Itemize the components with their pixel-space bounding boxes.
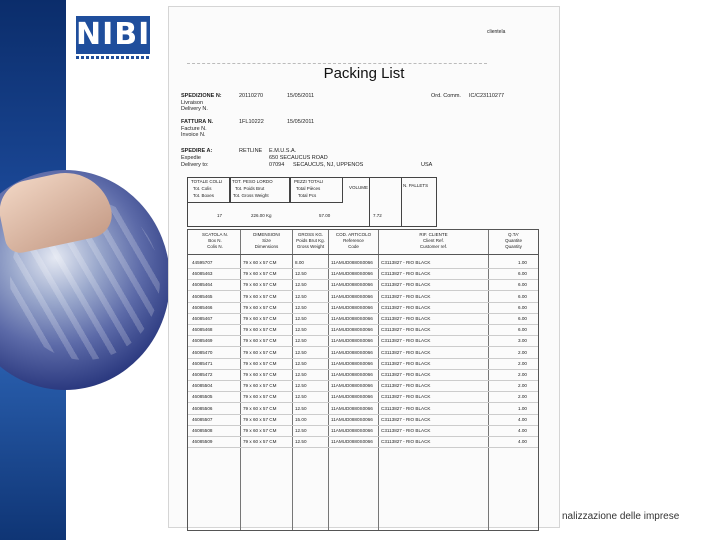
cell-box-number: 46085506 [192,405,213,411]
cell-box-number: 44595707 [192,260,213,265]
th-quantity [489,232,538,250]
cell-client-ref: C3113827 - RIO BLACK [381,383,431,389]
cell-quantity: 4.00 [518,439,527,445]
cell-size: 79 x 60 x 57 CM [243,394,277,400]
th-box-1: SCATOLA N. [201,232,229,237]
fattura-date: 15/05/2011 [287,119,315,125]
cell-box-number: 46085471 [192,360,213,366]
th-code-1: COD. ARTICOLO [335,232,372,237]
cell-weight: 12.50 [295,428,307,433]
cell-code: 11AMUD0880S0066 [331,416,373,422]
items-table [187,229,539,531]
volume-value: 7.72 [373,213,382,218]
cell-box-number: 46085465 [192,293,213,299]
cell-quantity: 6.00 [518,282,527,288]
cell-box-number: 46085464 [192,282,213,288]
lordo-h2: Tot. Poids Brut [235,186,265,191]
cell-weight: 12.50 [295,304,307,310]
cell-size: 79 x 60 x 57 CM [243,327,277,333]
spedire-label: SPEDIRE A: [181,148,213,154]
cell-client-ref: C3113827 - RIO BLACK [381,372,431,377]
cell-quantity: 6.00 [518,293,527,299]
expedie-label: Expedie [181,155,201,161]
colli-h2: Tot. Colis [193,186,212,191]
row-divider [188,414,538,415]
cell-quantity: 2.00 [518,394,527,400]
cell-box-number: 46085463 [192,271,213,277]
cell-client-ref: C3113827 - RIO BLACK [381,293,431,299]
cell-weight: 12.50 [295,405,307,411]
cell-client-ref: C3113827 - RIO BLACK [381,316,431,321]
cell-quantity: 6.00 [518,327,527,333]
cell-size: 79 x 60 x 57 CM [243,439,277,445]
th-client-2: Client Ref. [422,238,444,243]
cell-code: 11AMUD0880S0066 [331,304,373,310]
cell-box-number: 46085504 [192,383,213,389]
pezzi-value: 57.00 [319,213,331,218]
spedizione-date: 15/05/2011 [287,93,315,99]
th-qty-2: Quantite [504,238,522,243]
cell-client-ref: C3113827 - RIO BLACK [381,282,431,288]
cell-quantity: 2.00 [518,349,527,355]
cell-quantity: 2.00 [518,383,527,389]
row-divider [188,380,538,381]
row-divider [188,358,538,359]
cell-client-ref: C3113827 - RIO BLACK [381,428,431,433]
spedire-name: E.M.U.S.A. [269,148,297,154]
packing-list-document [168,6,560,528]
facture-label: Facture N. [181,126,207,132]
logo-subtitle-line [76,56,150,59]
cell-client-ref: C3113827 - RIO BLACK [381,260,431,265]
row-divider [188,447,538,448]
cell-size: 79 x 60 x 57 CM [243,383,277,389]
cell-weight: 8.00 [295,260,304,265]
cell-weight: 12.50 [295,349,307,355]
cell-box-number: 46085505 [192,394,213,400]
row-divider [188,436,538,437]
address: 650 SECAUCUS ROAD [269,155,328,161]
th-size-1: DIMENSIONI [253,232,280,237]
cell-quantity: 4.00 [518,416,527,422]
fattura-value: 1FL10222 [239,119,264,125]
cell-size: 79 x 60 x 57 CM [243,349,277,355]
cell-quantity: 1.00 [518,405,527,411]
cell-box-number: 46085469 [192,338,213,344]
cell-quantity: 6.00 [518,316,527,321]
ord-comm-value: IC/C23110277 [469,93,505,99]
cell-size: 79 x 60 x 57 CM [243,338,277,344]
th-weight-2: Poids Brut Kg. [296,238,325,243]
row-divider [188,369,538,370]
cell-size: 79 x 60 x 57 CM [243,293,277,299]
cell-weight: 15.00 [295,416,307,422]
lordo-h3: Tot. Gross Weight [233,193,269,198]
th-code [329,232,378,250]
cell-code: 11AMUD0880S0066 [331,394,373,400]
cell-box-number: 46085507 [192,416,213,422]
spedizione-value: 20110270 [239,93,264,99]
footer-text: nalizzazione delle imprese [562,511,680,522]
th-box-3: Colis N. [207,244,223,249]
delivery-to-label: Delivery to: [181,162,209,168]
cell-box-number: 46085467 [192,316,213,321]
row-divider [188,402,538,403]
row-divider [188,324,538,325]
cell-code: 11AMUD0880S0066 [331,271,373,277]
cell-weight: 12.50 [295,293,307,299]
th-qty-1: Q.TA' [507,232,520,237]
th-client-ref [379,232,488,250]
cell-code: 11AMUD0880S0066 [331,439,373,445]
cell-code: 11AMUD0880S0066 [331,405,373,411]
cell-size: 79 x 60 x 57 CM [243,416,277,422]
lordo-value: 226.00 Kg [251,213,272,218]
cell-size: 79 x 60 x 57 CM [243,282,277,288]
pezzi-h1: PEZZI TOTALI [294,179,324,184]
th-weight-3: Gross Weight [296,244,325,249]
cell-size: 79 x 60 x 57 CM [243,372,277,377]
cell-client-ref: C3113827 - RIO BLACK [381,338,431,344]
fattura-label: FATTURA N. [181,119,214,125]
document-title: Packing List [323,65,405,82]
cell-size: 79 x 60 x 57 CM [243,405,277,411]
cell-weight: 12.50 [295,439,307,445]
cell-size: 79 x 60 x 57 CM [243,304,277,310]
ord-comm-label: Ord. Comm. [431,93,461,99]
th-weight [293,232,328,250]
cell-weight: 12.50 [295,282,307,288]
cell-client-ref: C3113827 - RIO BLACK [381,327,431,333]
cell-weight: 12.50 [295,372,307,377]
cell-quantity: 6.00 [518,271,527,277]
row-divider [188,302,538,303]
th-box [190,232,240,250]
row-divider [188,425,538,426]
th-size [241,232,292,250]
cell-client-ref: C3113827 - RIO BLACK [381,349,431,355]
cell-quantity: 1.00 [518,260,527,265]
cell-weight: 12.50 [295,360,307,366]
pezzi-h3: Total Pcs [298,193,317,198]
colli-value: 17 [217,213,223,218]
cell-client-ref: C3113827 - RIO BLACK [381,405,431,411]
zip: 07094 [269,162,285,168]
delivery-n-label: Delivery N. [181,106,208,112]
cell-size: 79 x 60 x 57 CM [243,316,277,321]
cell-box-number: 46085470 [192,349,213,355]
nibi-logo [76,16,150,60]
cell-weight: 12.50 [295,383,307,389]
th-client-1: RIF. CLIENTE [419,232,448,237]
th-size-2: Size [262,238,271,243]
row-divider [188,391,538,392]
spedire-code: RETLINE [239,148,263,154]
pallets-header: N. PALLETS [403,183,429,188]
th-size-3: Dimensions [254,244,279,249]
cell-client-ref: C3113827 - RIO BLACK [381,360,431,366]
cell-size: 79 x 60 x 57 CM [243,260,277,265]
cell-code: 11AMUD0880S0066 [331,260,373,265]
cell-box-number: 46085472 [192,372,213,377]
row-divider [188,346,538,347]
pezzi-h2: Total Pièces [296,186,321,191]
cell-code: 11AMUD0880S0066 [331,428,373,433]
cell-code: 11AMUD0880S0066 [331,383,373,389]
livraison-label: Livraison [181,100,204,106]
cell-code: 11AMUD0880S0066 [331,349,373,355]
cell-client-ref: C3113827 - RIO BLACK [381,394,431,400]
country: USA [421,162,433,168]
cell-weight: 12.50 [295,271,307,277]
cell-quantity: 2.00 [518,372,527,377]
logo-text: NIBI [76,17,151,52]
row-divider [188,268,538,269]
cell-box-number: 46085466 [192,304,213,310]
cell-quantity: 6.00 [518,304,527,310]
cell-code: 11AMUD0880S0066 [331,338,373,344]
cell-client-ref: C3113827 - RIO BLACK [381,271,431,277]
th-qty-3: Quantity [505,244,522,249]
th-code-3: Code [348,244,359,249]
cell-box-number: 46085508 [192,428,213,433]
th-box-2: Box N. [208,238,222,243]
cell-size: 79 x 60 x 57 CM [243,428,277,433]
cell-quantity: 3.00 [518,338,527,344]
th-client-3: Customer ref. [419,244,448,249]
cell-code: 11AMUD0880S0066 [331,293,373,299]
row-divider [188,335,538,336]
colli-h3: Tot. Boxes [193,193,215,198]
cell-weight: 12.50 [295,338,307,344]
volume-header: VOLUME [349,185,369,190]
th-weight-1: GROSS KG. [297,232,324,237]
cell-box-number: 46085468 [192,327,213,333]
header-divider [188,254,538,255]
cell-code: 11AMUD0880S0066 [331,282,373,288]
header-right-label: clientela [487,29,506,35]
invoice-label: Invoice N. [181,132,206,138]
cell-code: 11AMUD0880S0066 [331,316,373,321]
cell-code: 11AMUD0880S0066 [331,372,373,377]
cell-box-number: 46085509 [192,439,213,445]
cell-size: 79 x 60 x 57 CM [243,271,277,277]
lordo-h1: TOT. PESO LORDO [232,179,273,184]
cell-quantity: 4.00 [518,428,527,433]
cell-weight: 12.50 [295,394,307,400]
th-code-2: Reference [343,238,364,243]
row-divider [188,290,538,291]
cell-client-ref: C3113827 - RIO BLACK [381,439,431,445]
city: SECAUCUS, NJ, UPPENOS [293,162,364,168]
colli-h1: TOTALE COLLI [191,179,223,184]
spedizione-label: SPEDIZIONE N: [181,93,222,99]
cell-client-ref: C3113827 - RIO BLACK [381,416,431,422]
redacted-header-area [187,15,487,64]
cell-code: 11AMUD0880S0066 [331,327,373,333]
cell-size: 79 x 60 x 57 CM [243,360,277,366]
cell-code: 11AMUD0880S0066 [331,360,373,366]
row-divider [188,313,538,314]
row-divider [188,279,538,280]
cell-weight: 12.50 [295,327,307,333]
cell-client-ref: C3113827 - RIO BLACK [381,304,431,310]
cell-weight: 12.50 [295,316,307,321]
cell-quantity: 2.00 [518,360,527,366]
